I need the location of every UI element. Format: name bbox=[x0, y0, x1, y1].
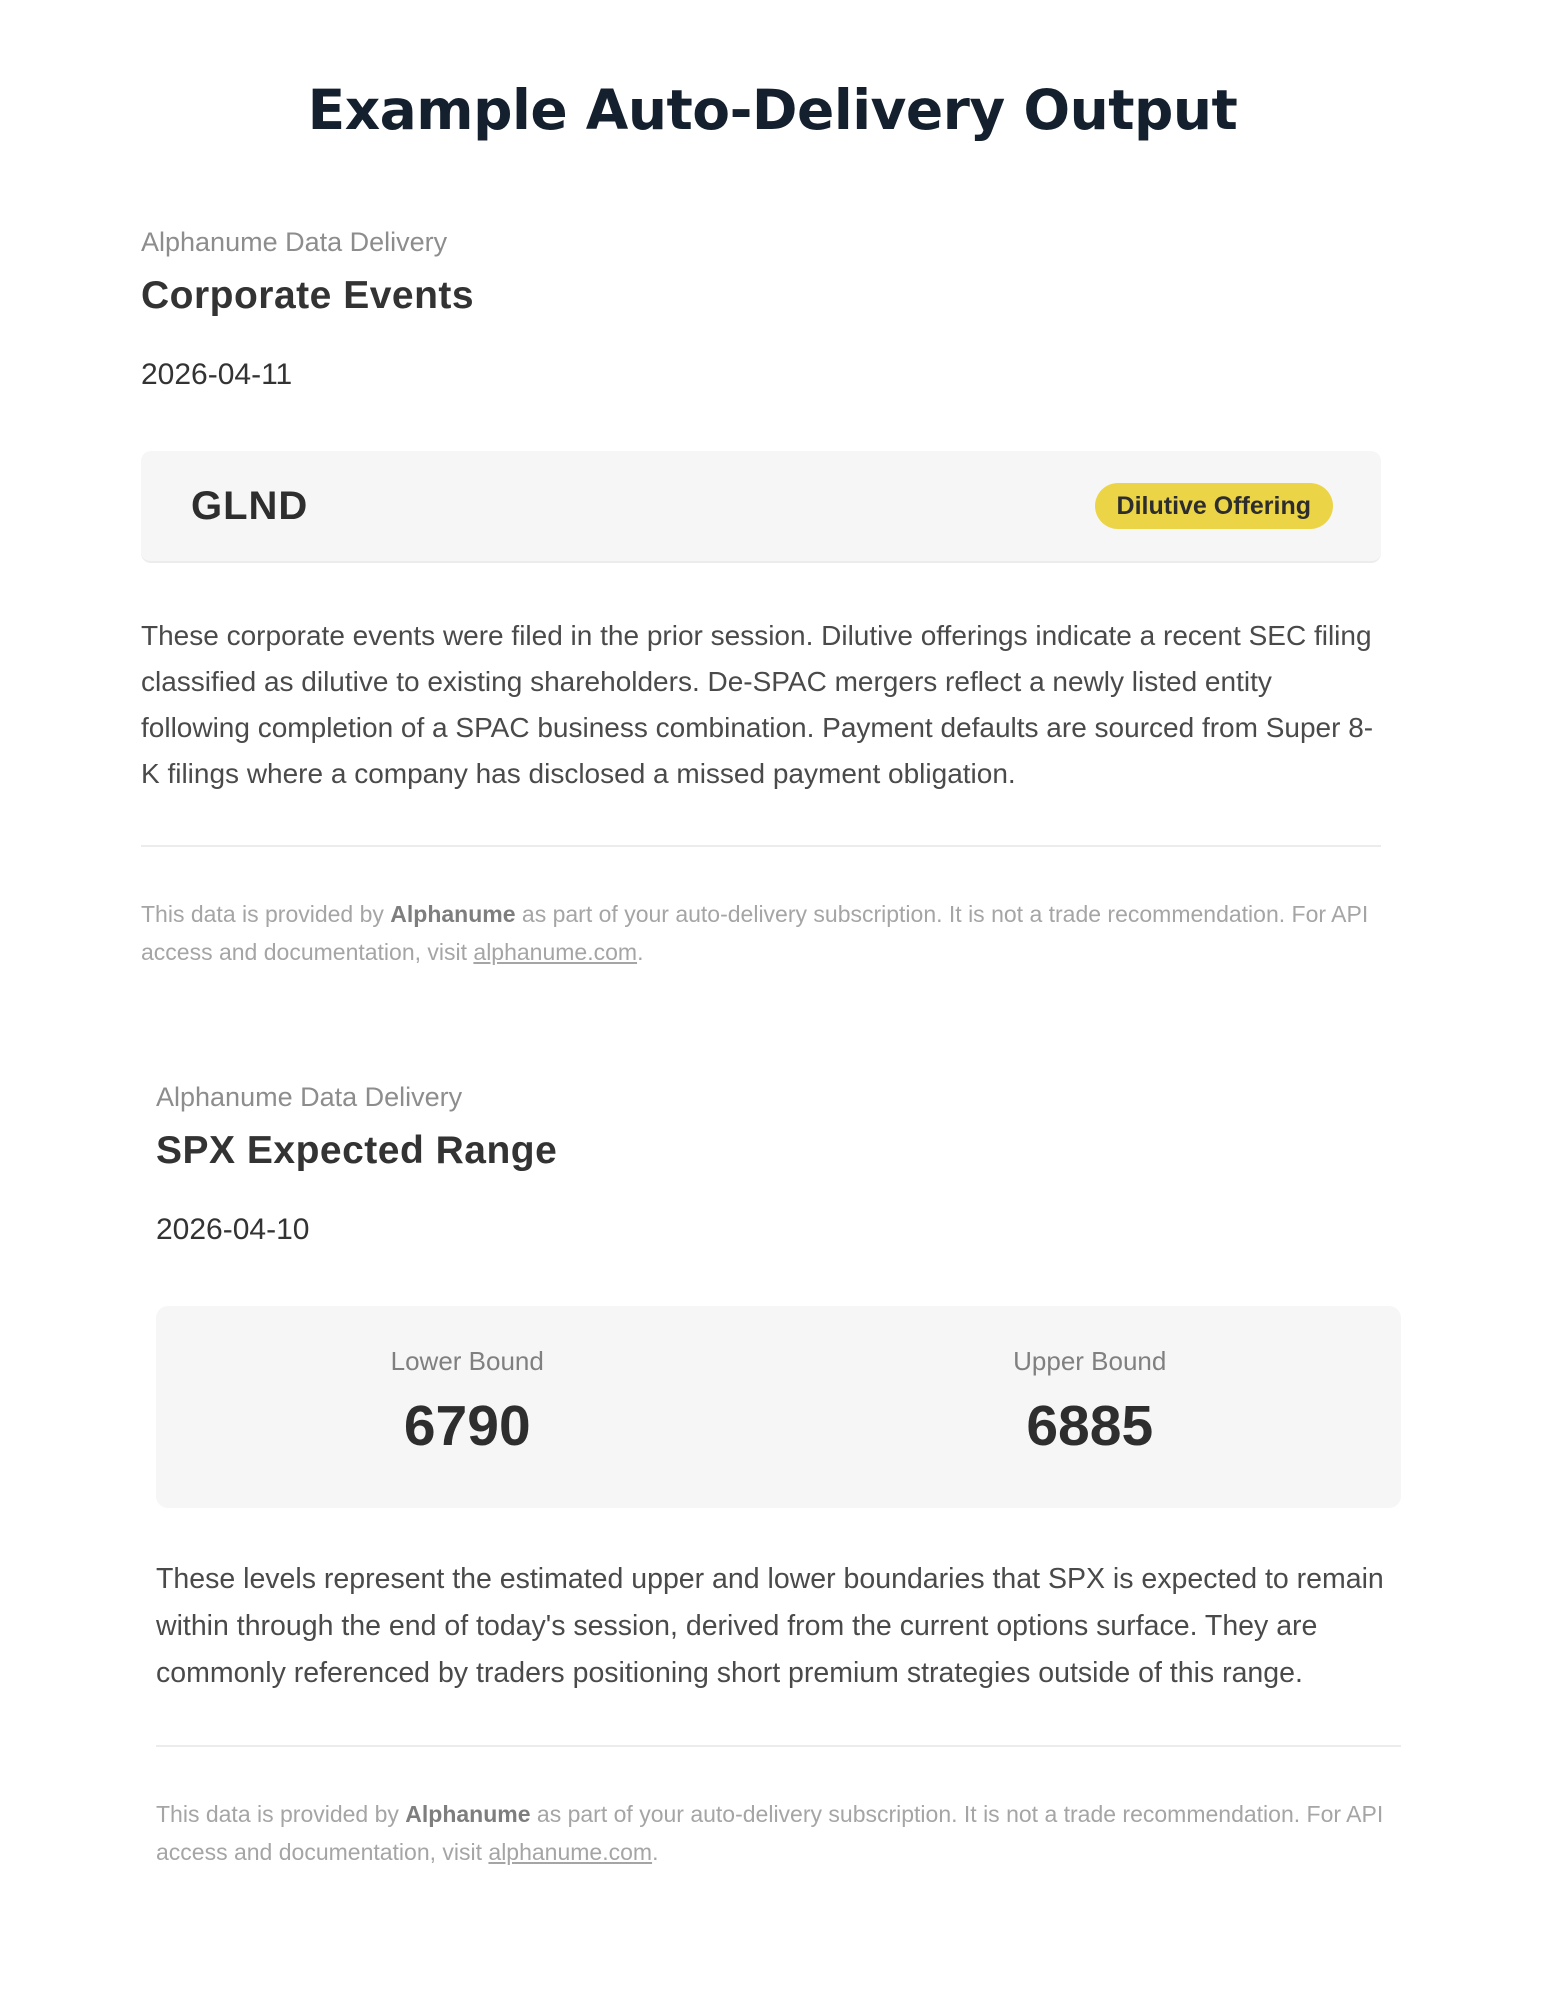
footer-disclaimer bbox=[156, 1795, 1401, 1871]
range-box bbox=[156, 1306, 1401, 1508]
brand-label: Alphanume Data Delivery bbox=[141, 227, 448, 257]
card-heading: Corporate Events bbox=[141, 274, 475, 317]
lower-bound-label: Lower Bound bbox=[390, 1346, 544, 1376]
card-date: 2026-04-11 bbox=[141, 358, 293, 391]
footer-brand: Alphanume bbox=[405, 1801, 531, 1827]
footer-brand: Alphanume bbox=[390, 901, 516, 927]
event-row bbox=[141, 451, 1381, 563]
footer-prefix: This data is provided by bbox=[156, 1801, 406, 1827]
footer-end: . bbox=[637, 939, 644, 965]
divider bbox=[141, 845, 1381, 847]
card-date: 2026-04-10 bbox=[156, 1213, 310, 1246]
footer-disclaimer bbox=[141, 895, 1381, 971]
footer-link[interactable]: alphanume.com bbox=[473, 939, 638, 965]
description-text: These corporate events were filed in the prior session. Dilutive offerings indicate a recent SEC filing classified as dilutive to existing shareholders. De-SPAC mergers reflect a newly listed entity following completion of a SPAC business combination. Payment defaults are sourced from Super 8-K filings where a company has disclosed a missed payment obligation. bbox=[141, 620, 1374, 789]
footer-prefix: This data is provided by bbox=[141, 901, 391, 927]
upper-bound-column bbox=[779, 1306, 1402, 1508]
lower-bound-value: 6790 bbox=[403, 1394, 531, 1458]
page-title: Example Auto-Delivery Output bbox=[307, 78, 1238, 142]
footer-suffix: as part of your auto-delivery subscription. It is not a trade recommendation. For API access and documentation, visit bbox=[141, 901, 1369, 965]
footer-suffix: as part of your auto-delivery subscription. It is not a trade recommendation. For API access and documentation, visit bbox=[156, 1801, 1384, 1865]
lower-bound-column bbox=[156, 1306, 779, 1508]
upper-bound-value: 6885 bbox=[1026, 1394, 1154, 1458]
corporate-events-card bbox=[141, 220, 1381, 971]
spx-range-card bbox=[156, 1075, 1401, 1871]
brand-label: Alphanume Data Delivery bbox=[156, 1082, 463, 1112]
upper-bound-label: Upper Bound bbox=[1013, 1346, 1167, 1376]
card-heading: SPX Expected Range bbox=[156, 1129, 558, 1172]
footer-end: . bbox=[652, 1839, 659, 1865]
description-text: These levels represent the estimated upper and lower boundaries that SPX is expected to remain within through the end of today's session, derived from the current options surface. They are commonly referenced by traders positioning short premium strategies outside of this range. bbox=[156, 1563, 1384, 1689]
ticker-symbol: GLND bbox=[191, 483, 309, 528]
footer-link[interactable]: alphanume.com bbox=[488, 1839, 653, 1865]
event-type-badge: Dilutive Offering bbox=[1095, 483, 1333, 529]
divider bbox=[156, 1745, 1401, 1747]
